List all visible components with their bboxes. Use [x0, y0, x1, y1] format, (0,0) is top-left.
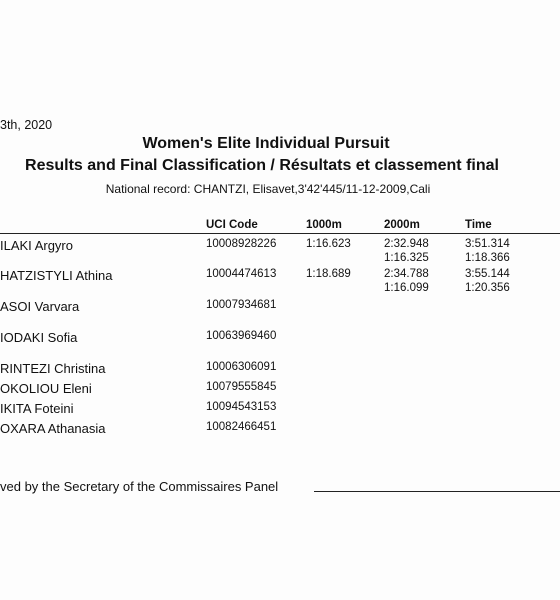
column-header-uci-code: UCI Code	[206, 219, 258, 231]
rider-name: ASOI Varvara	[0, 299, 80, 314]
document-subtitle: Results and Final Classification / Résultats et classement final	[25, 157, 499, 174]
split-1000m: 1:18.689	[306, 268, 351, 280]
rider-name: OKOLIOU Eleni	[0, 381, 92, 396]
column-header-time: Time	[465, 219, 492, 231]
uci-code: 10006306091	[206, 361, 277, 373]
rider-name: HATZISTYLI Athina	[0, 268, 113, 283]
national-record: National record: CHANTZI, Elisavet,3'42'445/11-12-2009,Cali	[105, 182, 431, 196]
rider-name: RINTEZI Christina	[0, 361, 106, 376]
final-time-lap: 1:18.366	[465, 252, 510, 264]
rider-name: OXARA Athanasia	[0, 421, 106, 436]
split-2000m-lap: 1:16.325	[384, 252, 429, 264]
column-header-2000m: 2000m	[384, 219, 420, 231]
uci-code: 10063969460	[206, 330, 277, 342]
uci-code: 10008928226	[206, 238, 277, 250]
uci-code: 10094543153	[206, 401, 277, 413]
header-divider	[0, 233, 560, 234]
uci-code: 10007934681	[206, 299, 277, 311]
rider-name: IODAKI Sofia	[0, 330, 78, 345]
split-2000m: 2:34.788	[384, 268, 429, 280]
rider-name: IKITA Foteini	[0, 401, 74, 416]
final-time-lap: 1:20.356	[465, 282, 510, 294]
split-2000m-lap: 1:16.099	[384, 282, 429, 294]
column-header-1000m: 1000m	[306, 219, 342, 231]
rider-name: ILAKI Argyro	[0, 238, 73, 253]
split-2000m: 2:32.948	[384, 238, 429, 250]
split-1000m: 1:16.623	[306, 238, 351, 250]
uci-code: 10079555845	[206, 381, 277, 393]
document-title: Women's Elite Individual Pursuit	[142, 135, 390, 152]
uci-code: 10082466451	[206, 421, 277, 433]
uci-code: 10004474613	[206, 268, 277, 280]
signature-line	[314, 491, 560, 492]
final-time: 3:51.314	[465, 238, 510, 250]
final-time: 3:55.144	[465, 268, 510, 280]
event-date: 3th, 2020	[0, 118, 53, 132]
signature-caption: ved by the Secretary of the Commissaires Panel	[0, 479, 279, 494]
